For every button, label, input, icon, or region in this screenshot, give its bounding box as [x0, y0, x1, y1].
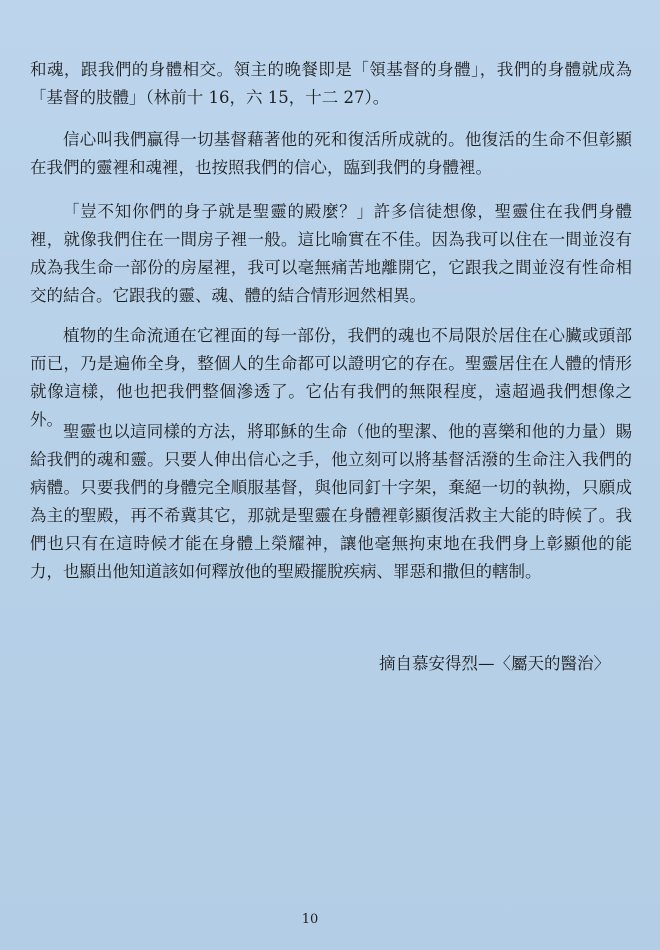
paragraph-4-text: 植物的生命流通在它裡面的每一部份，我們的魂也不局限於居住在心臟或頭部而已，乃是遍佈全身，整個人的生命都可以證明它的存在。聖靈居住在人體的情形就像這樣，他也把我們整個滲透了。它佔有我們的無限程度，遠超過我們想像之外。 — [30, 326, 632, 429]
page-number: 10 — [301, 912, 319, 927]
paragraph-2 — [30, 126, 632, 182]
paragraph-1 — [30, 56, 632, 112]
paragraph-3 — [30, 198, 632, 310]
paragraph-5-text: 聖靈也以這同樣的方法，將耶穌的生命（他的聖潔、他的喜樂和他的力量）賜給我們的魂和靈。只要人伸出信心之手，他立刻可以將基督活潑的生命注入我們的病體。只要我們的身體完全順服基督，與他同釘十字架，棄絕一切的執拗，只願成為主的聖殿，再不希冀其它，那就是聖靈在身體裡彰顯復活救主大能的時候了。我們也只有在這時候才能在身體上榮耀神，讓他毫無拘束地在我們身上彰顯他的能力，也顯出他知道該如何釋放他的聖殿擺脫疾病、罪惡和撒但的轄制。 — [30, 422, 632, 581]
paragraph-2-text: 信心叫我們贏得一切基督藉著他的死和復活所成就的。他復活的生命不但彰顯在我們的靈裡和魂裡，也按照我們的信心，臨到我們的身體裡。 — [30, 130, 632, 177]
paragraph-5 — [30, 418, 632, 586]
attribution: 摘自慕安得烈—〈屬天的醫治〉 — [379, 654, 610, 673]
paragraph-1-text: 和魂，跟我們的身體相交。領主的晚餐即是「領基督的身體」，我們的身體就成為「基督的肢體」（林前十 16，六 15，十二 27）。 — [30, 60, 632, 107]
paragraph-3-text: 「豈不知你們的身子就是聖靈的殿麼？」許多信徒想像，聖靈住在我們身體裡，就像我們住在一間房子裡一般。這比喻實在不佳。因為我可以住在一間並沒有成為我生命一部份的房屋裡，我可以毫無痛苦地離開它，它跟我之間並沒有性命相交的結合。它跟我的靈、魂、體的結合情形迥然相異。 — [30, 202, 632, 305]
